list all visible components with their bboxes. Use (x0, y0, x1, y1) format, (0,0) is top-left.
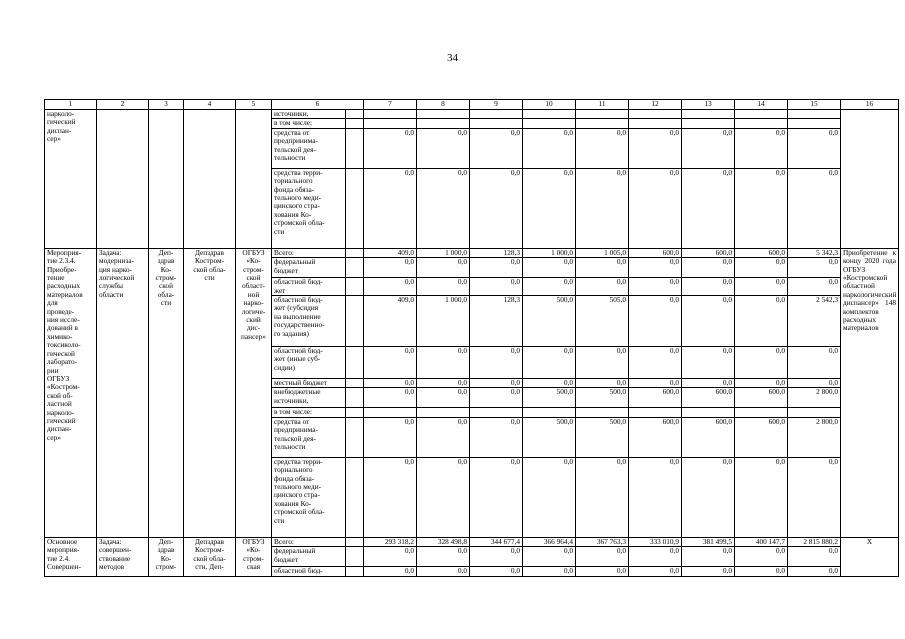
value-cell: 0,0 (523, 547, 576, 567)
value-cell: 0,0 (470, 547, 523, 567)
value-cell: 0,0 (682, 168, 735, 248)
header-cell-11: 11 (576, 100, 629, 110)
spacer-cell (346, 296, 364, 347)
value-cell: 0,0 (470, 567, 523, 576)
value-cell: 0,0 (364, 567, 417, 576)
value-cell: 0,0 (735, 347, 788, 379)
spacer-cell (346, 119, 364, 128)
value-cell: 0,0 (470, 278, 523, 296)
value-cell: 0,0 (629, 547, 682, 567)
value-cell: 0,0 (576, 128, 629, 168)
value-cell (735, 408, 788, 417)
value-cell: 500,0 (576, 388, 629, 408)
block1-col3-cell (149, 110, 184, 249)
value-cell: 0,0 (470, 379, 523, 388)
value-cell: 0,0 (735, 296, 788, 347)
value-cell (417, 119, 470, 128)
value-cell: 505,0 (576, 296, 629, 347)
value-cell (735, 119, 788, 128)
value-cell (576, 408, 629, 417)
value-cell: 0,0 (576, 278, 629, 296)
value-cell: 0,0 (629, 379, 682, 388)
value-cell: 0,0 (523, 168, 576, 248)
value-cell: 0,0 (417, 417, 470, 457)
block1-col2-cell (97, 110, 149, 249)
value-cell: 0,0 (735, 278, 788, 296)
value-cell: 293 318,2 (364, 537, 417, 546)
value-cell: 0,0 (735, 547, 788, 567)
block2-col2-cell: Задача: модерниза- ция нарко- логической службы области (97, 248, 149, 537)
value-cell: 0,0 (576, 547, 629, 567)
funding-source-label: областной бюд- жет (субсидия на выполнение государственно- го задания) (272, 296, 346, 347)
value-cell: 2 800,0 (788, 417, 841, 457)
header-cell-3: 3 (149, 100, 184, 110)
funding-source-label: средства терри- ториального фонда обяза- тельного меди- цинского стра- хования Ко- стромской обла- сти (272, 168, 346, 248)
value-cell: 367 763,3 (576, 537, 629, 546)
value-cell: 0,0 (788, 128, 841, 168)
value-cell (470, 110, 523, 119)
value-cell: 0,0 (576, 457, 629, 537)
spacer-cell (346, 347, 364, 379)
value-cell: 1 000,0 (523, 248, 576, 257)
value-cell: 0,0 (523, 128, 576, 168)
value-cell: 0,0 (470, 128, 523, 168)
value-cell: 0,0 (364, 278, 417, 296)
value-cell (523, 110, 576, 119)
value-cell: 0,0 (576, 379, 629, 388)
value-cell (523, 119, 576, 128)
header-cell-6: 6 (272, 100, 364, 110)
value-cell: 600,0 (735, 248, 788, 257)
block3-col5-cell: ОГБУЗ «Ко- стром- ская (236, 537, 272, 576)
value-cell (682, 408, 735, 417)
value-cell (523, 408, 576, 417)
value-cell: 0,0 (364, 347, 417, 379)
header-cell-9: 9 (470, 100, 523, 110)
table-row (45, 537, 899, 546)
value-cell: 0,0 (470, 388, 523, 408)
value-cell: 500,0 (523, 417, 576, 457)
header-cell-2: 2 (97, 100, 149, 110)
value-cell: 0,0 (629, 347, 682, 379)
value-cell: 0,0 (735, 168, 788, 248)
value-cell: 0,0 (629, 128, 682, 168)
value-cell: 0,0 (629, 258, 682, 278)
spacer-cell (346, 567, 364, 576)
header-cell-10: 10 (523, 100, 576, 110)
value-cell: 0,0 (417, 347, 470, 379)
value-cell: 0,0 (629, 168, 682, 248)
block3-col2-cell: Задача: совершен- ствование методов (97, 537, 149, 576)
value-cell: 2 542,3 (788, 296, 841, 347)
block3-col4-cell: Депздрав Костром- ской обла- сти, Деп- (184, 537, 236, 576)
value-cell: 0,0 (576, 258, 629, 278)
value-cell: 0,0 (470, 457, 523, 537)
value-cell: 500,0 (576, 417, 629, 457)
value-cell: 0,0 (364, 379, 417, 388)
value-cell: 0,0 (788, 258, 841, 278)
value-cell: 0,0 (576, 347, 629, 379)
value-cell: 1 005,0 (576, 248, 629, 257)
block2-col3-cell: Деп- здрав Ко- стром- ской обла- сти (149, 248, 184, 537)
value-cell (682, 110, 735, 119)
funding-source-label: внебюджетные источники, (272, 388, 346, 408)
value-cell (470, 408, 523, 417)
value-cell (629, 408, 682, 417)
value-cell: 1 000,0 (417, 296, 470, 347)
value-cell: 0,0 (682, 457, 735, 537)
funding-source-label: средства от предпринима- тельской дея- тельности (272, 417, 346, 457)
value-cell: 0,0 (629, 457, 682, 537)
value-cell: 600,0 (735, 388, 788, 408)
block1-col5-cell (236, 110, 272, 249)
value-cell: 0,0 (417, 168, 470, 248)
value-cell: 0,0 (629, 567, 682, 576)
header-cell-15: 15 (788, 100, 841, 110)
value-cell: 0,0 (629, 278, 682, 296)
value-cell: 600,0 (629, 417, 682, 457)
value-cell: 600,0 (682, 388, 735, 408)
table-row (45, 110, 899, 119)
value-cell: 0,0 (364, 388, 417, 408)
header-cell-1: 1 (45, 100, 97, 110)
value-cell: 0,0 (417, 388, 470, 408)
funding-source-label: областной бюд- жет (272, 278, 346, 296)
funding-source-label: местный бюджет (272, 379, 346, 388)
value-cell: 328 498,8 (417, 537, 470, 546)
value-cell: 0,0 (682, 547, 735, 567)
funding-source-label: областной бюд- (272, 567, 346, 576)
value-cell: 0,0 (523, 278, 576, 296)
spacer-cell (346, 110, 364, 119)
value-cell: 0,0 (417, 128, 470, 168)
header-cell-4: 4 (184, 100, 236, 110)
value-cell: 0,0 (788, 567, 841, 576)
value-cell: 0,0 (417, 547, 470, 567)
value-cell: 600,0 (682, 417, 735, 457)
value-cell: 0,0 (417, 258, 470, 278)
value-cell: 0,0 (576, 567, 629, 576)
funding-source-label: средства от предпринима- тельской дея- тельности (272, 128, 346, 168)
value-cell: 0,0 (364, 547, 417, 567)
value-cell: 0,0 (735, 258, 788, 278)
funding-source-label: в том числе: (272, 119, 346, 128)
value-cell: 381 499,5 (682, 537, 735, 546)
budget-table (44, 99, 899, 577)
value-cell: 0,0 (629, 296, 682, 347)
value-cell: 1 000,0 (417, 248, 470, 257)
block1-col4-cell (184, 110, 236, 249)
value-cell: 0,0 (682, 278, 735, 296)
value-cell: 0,0 (682, 379, 735, 388)
value-cell: 0,0 (735, 379, 788, 388)
block2-col1-cell: Мероприя- тие 2.3.4. Приобре- тение расходных материалов для проведе- ния иссле- дований в химико- токсиколо- гической лаборато- рии ОГБУЗ «Костром- ской об- ластной нарколо- гический диспан- сер» (45, 248, 97, 537)
value-cell (788, 119, 841, 128)
table-row (45, 248, 899, 257)
value-cell: 0,0 (576, 168, 629, 248)
value-cell: 0,0 (788, 168, 841, 248)
value-cell: 409,0 (364, 248, 417, 257)
value-cell: 0,0 (788, 379, 841, 388)
funding-source-label: средства терри- ториального фонда обяза- тельного меди- цинского стра- хования Ко- стромской обла- сти (272, 457, 346, 537)
value-cell: 0,0 (682, 258, 735, 278)
value-cell: 344 677,4 (470, 537, 523, 546)
value-cell (788, 408, 841, 417)
value-cell: 2 800,0 (788, 388, 841, 408)
value-cell: 0,0 (735, 567, 788, 576)
spacer-cell (346, 128, 364, 168)
header-row (45, 100, 899, 110)
value-cell: 600,0 (735, 417, 788, 457)
value-cell (735, 110, 788, 119)
value-cell (364, 408, 417, 417)
funding-source-label: в том числе: (272, 408, 346, 417)
header-cell-16: 16 (841, 100, 899, 110)
value-cell: 0,0 (364, 457, 417, 537)
spacer-cell (346, 278, 364, 296)
value-cell: 0,0 (788, 457, 841, 537)
spacer-cell (346, 168, 364, 248)
header-cell-13: 13 (682, 100, 735, 110)
value-cell: 600,0 (629, 248, 682, 257)
value-cell: 0,0 (417, 457, 470, 537)
value-cell: 0,0 (523, 258, 576, 278)
block2-col5-cell: ОГБУЗ «Ко- стром- ской област- ной нарко- логиче- ский дис- пансер» (236, 248, 272, 537)
funding-source-label: федеральный бюджет (272, 258, 346, 278)
header-cell-5: 5 (236, 100, 272, 110)
spacer-cell (346, 379, 364, 388)
value-cell: 128,3 (470, 248, 523, 257)
funding-source-label: Всего: (272, 537, 346, 546)
spacer-cell (346, 388, 364, 408)
value-cell: 0,0 (682, 128, 735, 168)
funding-source-label: источники, (272, 110, 346, 119)
value-cell: 0,0 (523, 379, 576, 388)
value-cell: 0,0 (682, 347, 735, 379)
spacer-cell (346, 258, 364, 278)
value-cell: 0,0 (470, 347, 523, 379)
value-cell: 0,0 (788, 347, 841, 379)
value-cell: 500,0 (523, 388, 576, 408)
header-cell-7: 7 (364, 100, 417, 110)
spacer-cell (346, 408, 364, 417)
page-number: 34 (447, 52, 458, 64)
block1-result-cell (841, 110, 899, 249)
value-cell (470, 119, 523, 128)
value-cell: 0,0 (682, 296, 735, 347)
spacer-cell (346, 248, 364, 257)
value-cell: 400 147,7 (735, 537, 788, 546)
header-cell-12: 12 (629, 100, 682, 110)
value-cell: 0,0 (470, 417, 523, 457)
value-cell: 0,0 (523, 567, 576, 576)
value-cell: 600,0 (629, 388, 682, 408)
funding-source-label: федеральный бюджет (272, 547, 346, 567)
value-cell (629, 119, 682, 128)
value-cell: 600,0 (682, 248, 735, 257)
value-cell: 0,0 (788, 547, 841, 567)
value-cell: 366 964,4 (523, 537, 576, 546)
value-cell (364, 119, 417, 128)
value-cell: 500,0 (523, 296, 576, 347)
funding-source-label: областной бюд- жет (иные суб- сидии) (272, 347, 346, 379)
value-cell: 0,0 (470, 168, 523, 248)
value-cell: 0,0 (735, 457, 788, 537)
block2-result-cell: Приобретение к концу 2020 года ОГБУЗ «Костромской областной наркологический диспансер» 148 комплектов расходных материалов (841, 248, 899, 537)
value-cell (682, 119, 735, 128)
value-cell: 409,0 (364, 296, 417, 347)
value-cell: 0,0 (735, 128, 788, 168)
block1-col1-cell: нарколо- гический диспан- сер» (45, 110, 97, 249)
value-cell: 128,3 (470, 296, 523, 347)
value-cell: 0,0 (364, 168, 417, 248)
value-cell: 0,0 (364, 417, 417, 457)
block3-col3-cell: Деп- здрав Ко- стром- (149, 537, 184, 576)
value-cell: 5 342,3 (788, 248, 841, 257)
value-cell (364, 110, 417, 119)
value-cell (417, 408, 470, 417)
spacer-cell (346, 417, 364, 457)
value-cell: 0,0 (364, 258, 417, 278)
value-cell: 333 010,9 (629, 537, 682, 546)
value-cell: 0,0 (470, 258, 523, 278)
value-cell: 0,0 (682, 567, 735, 576)
block3-result-cell: X (841, 537, 899, 576)
value-cell: 2 815 880,2 (788, 537, 841, 546)
value-cell: 0,0 (523, 347, 576, 379)
value-cell: 0,0 (417, 567, 470, 576)
spacer-cell (346, 457, 364, 537)
value-cell: 0,0 (523, 457, 576, 537)
header-cell-14: 14 (735, 100, 788, 110)
value-cell (417, 110, 470, 119)
value-cell: 0,0 (788, 278, 841, 296)
value-cell (576, 119, 629, 128)
value-cell (576, 110, 629, 119)
funding-source-label: Всего: (272, 248, 346, 257)
value-cell (788, 110, 841, 119)
value-cell (629, 110, 682, 119)
header-cell-8: 8 (417, 100, 470, 110)
block2-col4-cell: Депздрав Костром- ской обла- сти (184, 248, 236, 537)
spacer-cell (346, 547, 364, 567)
value-cell: 0,0 (364, 128, 417, 168)
value-cell: 0,0 (417, 278, 470, 296)
block3-col1-cell: Основное мероприя- тие 2.4. Совершен- (45, 537, 97, 576)
value-cell: 0,0 (417, 379, 470, 388)
spacer-cell (346, 537, 364, 546)
